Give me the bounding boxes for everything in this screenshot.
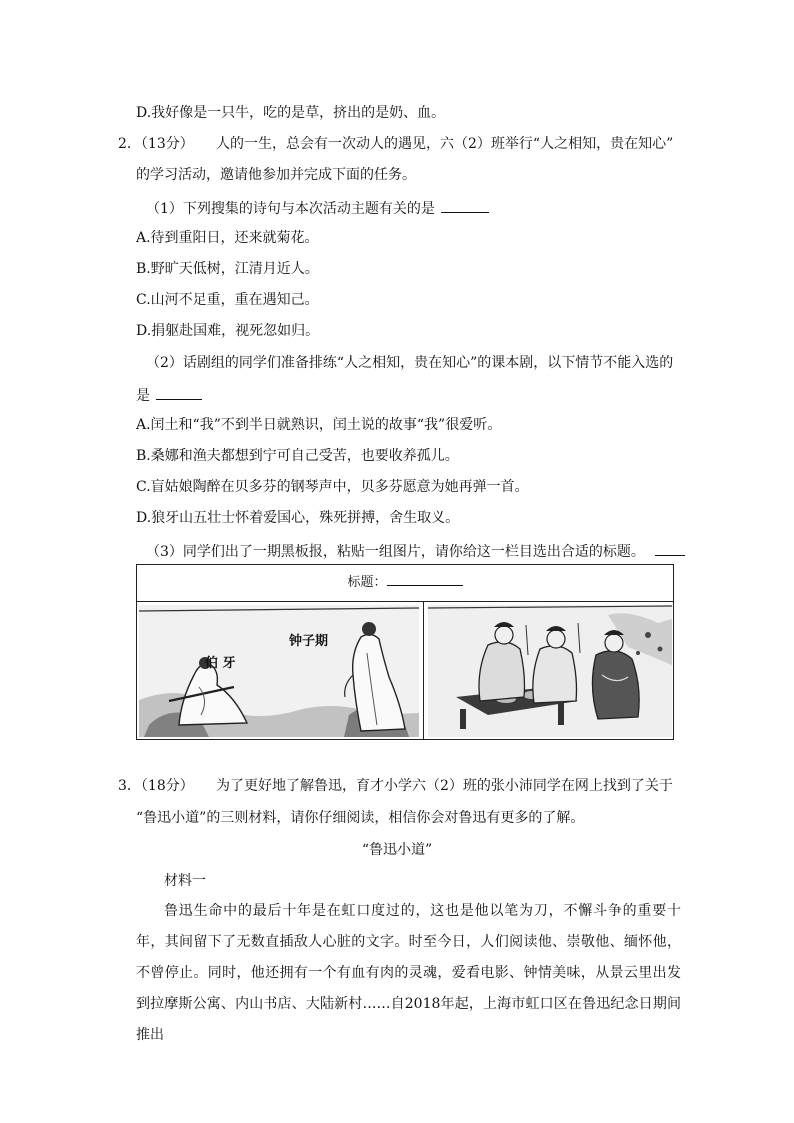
q2-sub1-prompt-text: （1）下列搜集的诗句与本次活动主题有关的是 bbox=[146, 201, 435, 217]
q2-sub1-option-b: B.野旷天低树，江清月近人。 bbox=[136, 261, 319, 277]
q3-material-label: 材料一 bbox=[164, 873, 206, 889]
table-header bbox=[137, 565, 673, 602]
oath-picture bbox=[428, 605, 672, 737]
table-header-label: 标题： bbox=[347, 575, 387, 590]
q2-sub2-prompt-line1: （2）话剧组的同学们准备排练“人之相知，贵在知心”的课本剧，以下情节不能入选的 bbox=[146, 355, 674, 371]
q2-sub2-option-a: A.闰土和“我”不到半日就熟识，闰土说的故事“我”很爱听。 bbox=[136, 417, 502, 433]
q2-sub1-option-c: C.山河不足重，重在遇知己。 bbox=[136, 292, 319, 308]
q2-sub2-prompt-text: 是 bbox=[136, 388, 150, 404]
q3-title: “鲁迅小道” bbox=[361, 842, 433, 858]
q3-intro-line2: “鲁迅小道”的三则材料，请你仔细阅读，相信你会对鲁迅有更多的了解。 bbox=[136, 810, 585, 826]
q2-sub1-option-d: D.捐躯赴国难，视死忽如归。 bbox=[136, 323, 320, 339]
boya-ziqi-illustration bbox=[139, 605, 419, 737]
q1-option-d: D.我好像是一只牛，吃的是草，挤出的是奶、血。 bbox=[136, 105, 446, 121]
column-divider bbox=[423, 601, 424, 740]
q2-intro-line2: 的学习活动，邀请他参加并完成下面的任务。 bbox=[136, 167, 416, 183]
blackboard-table bbox=[136, 564, 674, 740]
answer-blank[interactable] bbox=[655, 540, 685, 556]
q2-sub2-option-c: C.盲姑娘陶醉在贝多芬的钢琴声中，贝多芬愿意为她再弹一首。 bbox=[136, 479, 529, 495]
q2-sub2-option-b: B.桑娜和渔夫都想到宁可自己受苦，也要收养孤儿。 bbox=[136, 448, 459, 464]
answer-blank[interactable] bbox=[156, 384, 202, 400]
q2-sub3-prompt-text: （3）同学们出了一期黑板报，粘贴一组图片，请你给这一栏目选出合适的标题。 bbox=[146, 544, 645, 560]
q2-sub2-option-d: D.狼牙山五壮士怀着爱国心，殊死拼搏，舍生取义。 bbox=[136, 510, 460, 526]
q3-number: 3．（18分） bbox=[118, 778, 194, 794]
q2-intro-line1: 人的一生，总会有一次动人的遇见，六（2）班举行“人之相知，贵在知心” bbox=[216, 136, 674, 152]
q2-sub1-option-a: A.待到重阳日，还来就菊花。 bbox=[136, 230, 319, 246]
oath-illustration bbox=[428, 605, 672, 737]
q2-sub1-prompt bbox=[146, 197, 489, 219]
zhongziqi-label: 钟子期 bbox=[289, 634, 329, 649]
boya-ziqi-picture bbox=[139, 605, 419, 737]
q2-number: 2．（13分） bbox=[118, 136, 194, 152]
title-blank[interactable] bbox=[387, 572, 463, 586]
q2-sub2-prompt-line2 bbox=[136, 384, 202, 406]
q3-intro-line1: 为了更好地了解鲁迅，育才小学六（2）班的张小沛同学在网上找到了关于 bbox=[216, 778, 673, 794]
answer-blank[interactable] bbox=[441, 197, 489, 213]
q3-material-paragraph: 鲁迅生命中的最后十年是在虹口度过的，这也是他以笔为刀，不懈斗争的重要十年，其间留下了无数直插敌人心脏的文字。时至今日，人们阅读他、崇敬他、缅怀他，不曾停止。同时，他还拥有一个有血有肉的灵魂，爱看电影、钟情美味，从景云里出发到拉摩斯公寓、内山书店、大陆新村……自2018年起，上海市虹口区在鲁迅纪念日期间推出 bbox=[136, 903, 681, 1043]
q2-sub3-prompt bbox=[146, 540, 685, 562]
boya-label: 伯 牙 bbox=[205, 656, 236, 671]
